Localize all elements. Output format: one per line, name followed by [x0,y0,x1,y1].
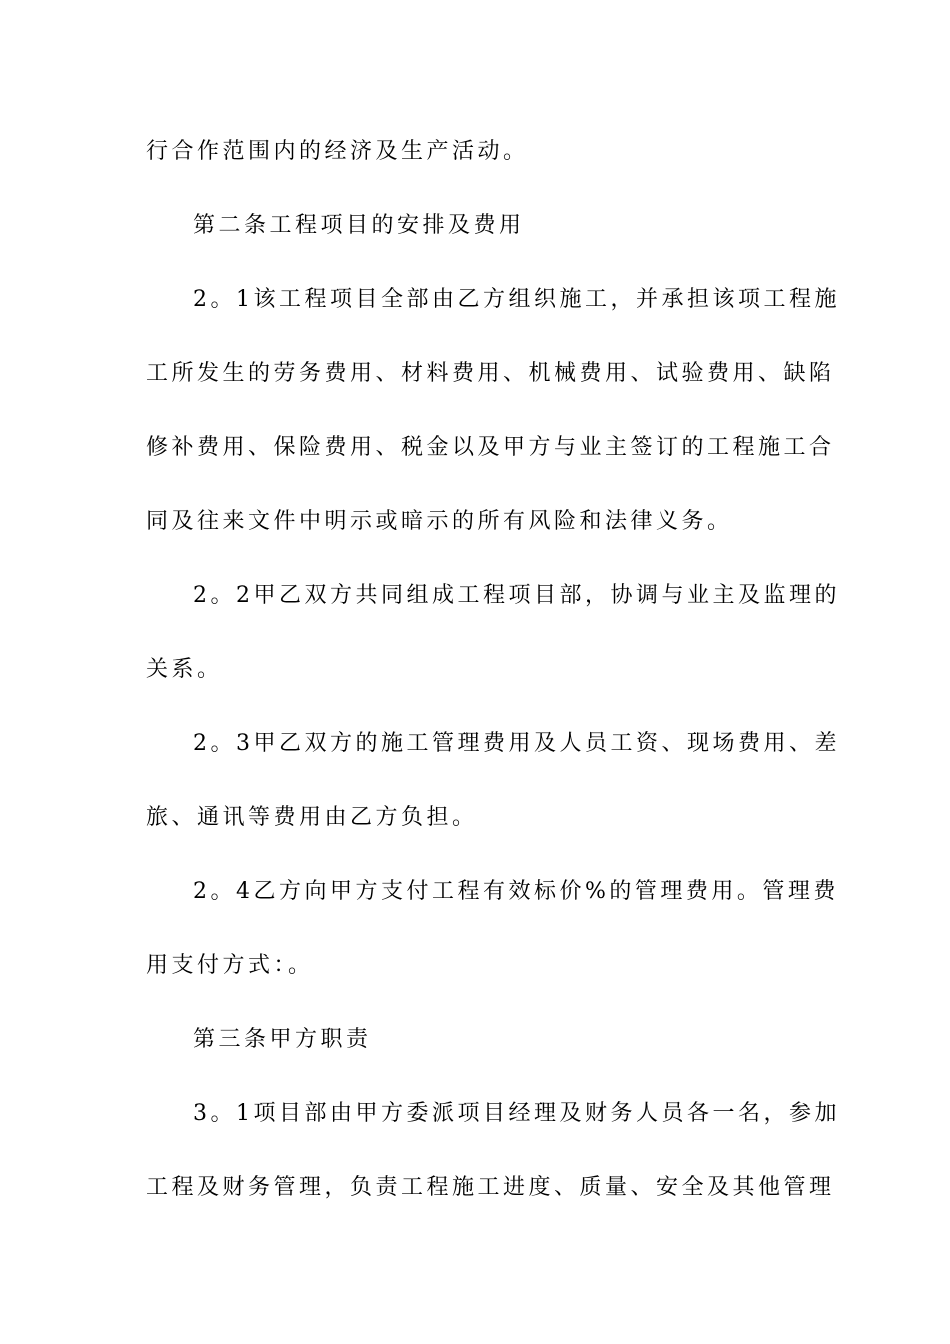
paragraph-line: 关系。 [146,657,223,682]
paragraph-line: 3。1项目部由甲方委派项目经理及财务人员各一名，参加 [193,1101,840,1126]
section-heading-2: 第二条工程项目的安排及费用 [193,213,525,238]
paragraph-line: 行合作范围内的经济及生产活动。 [146,139,529,164]
paragraph-line: 2。4乙方向甲方支付工程有效标价%的管理费用。管理费 [193,879,839,904]
paragraph-line: 2。3甲乙双方的施工管理费用及人员工资、现场费用、差 [193,731,840,756]
paragraph-line: 修补费用、保险费用、税金以及甲方与业主签订的工程施工合 [146,435,835,460]
paragraph-line: 用支付方式：。 [146,953,314,978]
paragraph-line: 同及往来文件中明示或暗示的所有风险和法律义务。 [146,509,733,534]
paragraph-line: 工所发生的劳务费用、材料费用、机械费用、试验费用、缺陷 [146,361,835,386]
section-heading-3: 第三条甲方职责 [193,1027,372,1052]
paragraph-line: 2。2甲乙双方共同组成工程项目部，协调与业主及监理的 [193,583,840,608]
paragraph-line: 旅、通讯等费用由乙方负担。 [146,805,478,830]
paragraph-line: 工程及财务管理，负责工程施工进度、质量、安全及其他管理 [146,1175,835,1200]
paragraph-line: 2。1该工程项目全部由乙方组织施工，并承担该项工程施 [193,287,840,312]
